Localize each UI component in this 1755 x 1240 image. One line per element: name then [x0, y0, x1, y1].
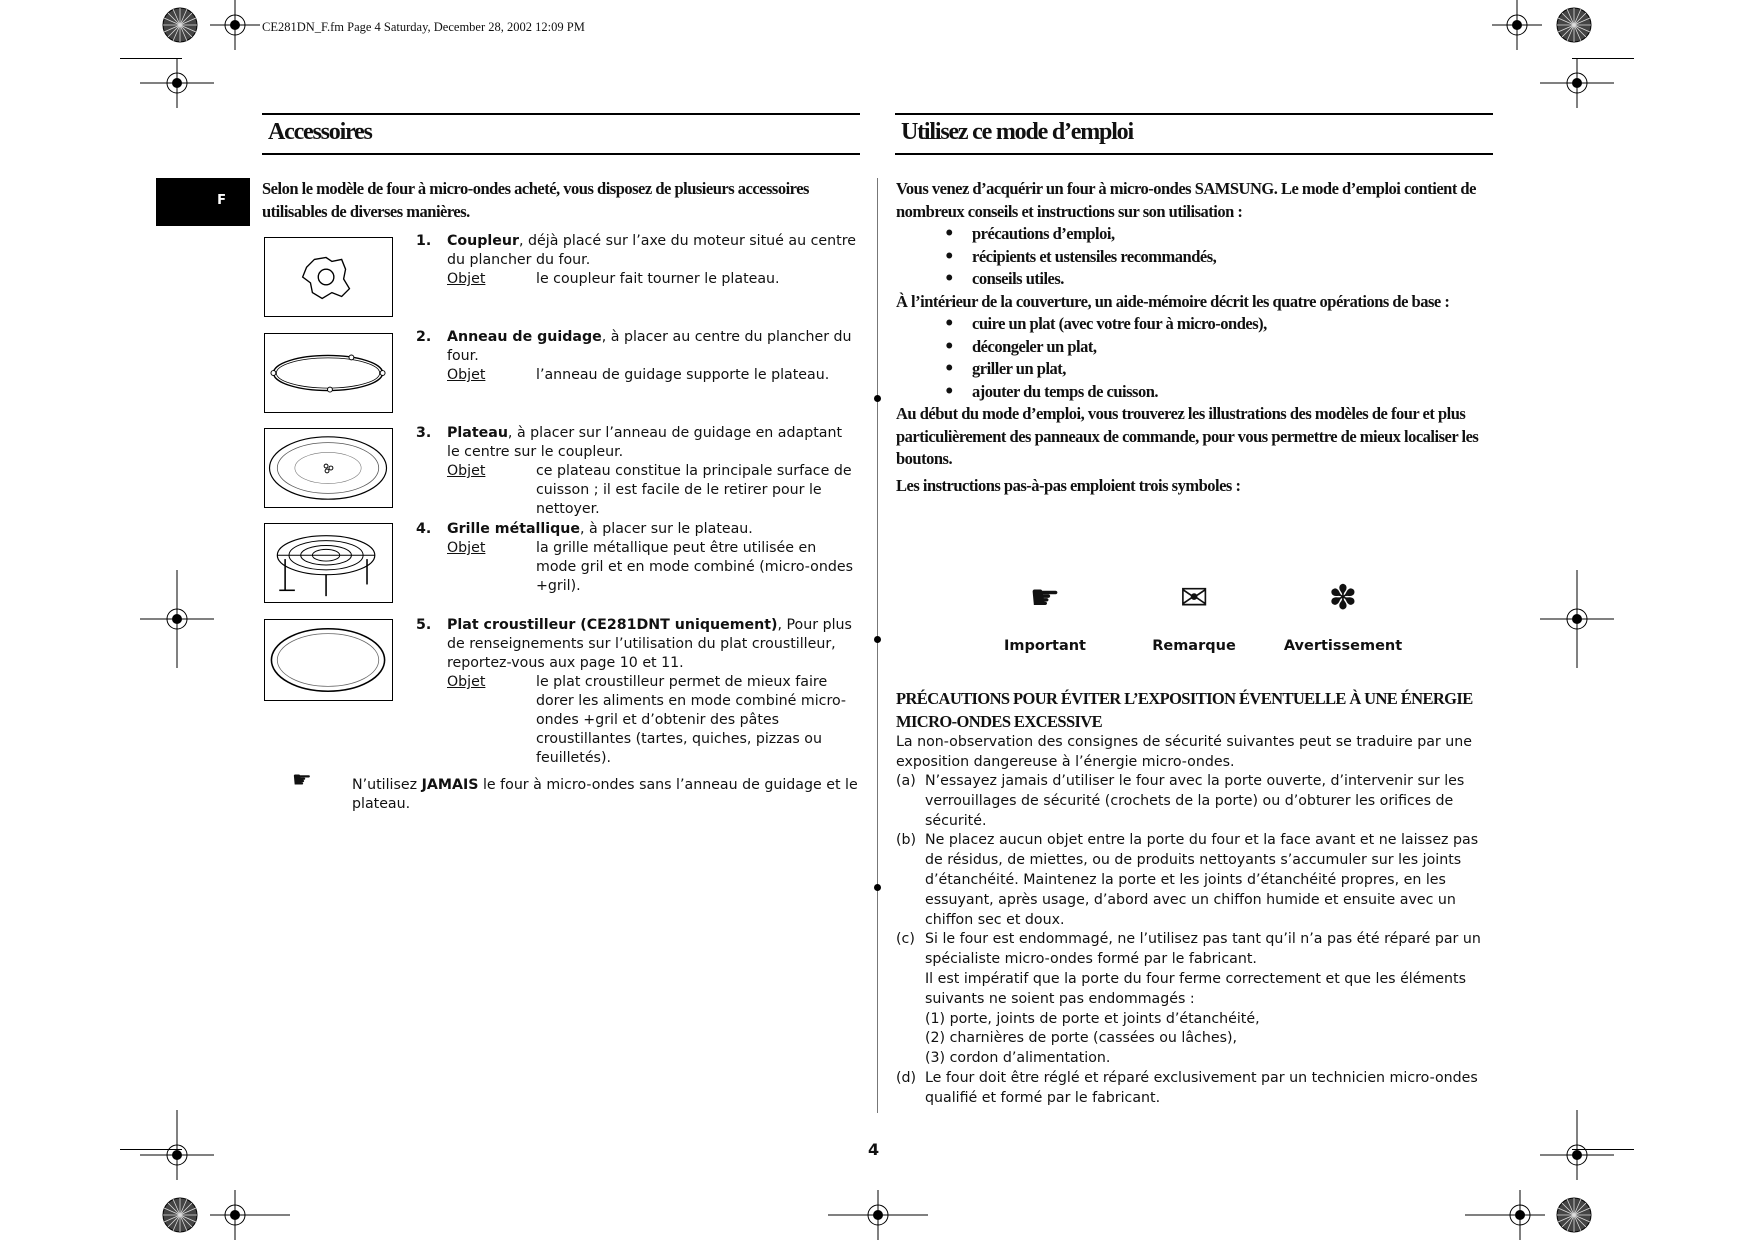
right-intro: Vous venez d’acquérir un four à micro-ondes SAMSUNG. Le mode d’emploi contient de nombreux conseils et instructions sur son utilisation : — [896, 179, 1476, 221]
precautions-block — [896, 687, 1496, 1109]
symbol-note — [1119, 578, 1269, 654]
crosshair-mark-icon — [1540, 570, 1614, 668]
crosshair-mark-icon — [210, 1190, 290, 1240]
language-tab — [156, 178, 250, 226]
file-info-header: CE281DN_F.fm Page 4 Saturday, December 28, 2002 12:09 PM — [262, 20, 585, 34]
crusty-plate-icon — [265, 620, 392, 700]
envelope-icon: ✉ — [1179, 578, 1209, 618]
object-label: Objet — [447, 674, 486, 690]
list-item: • récipients et ustensiles recommandés, — [972, 246, 1496, 269]
object-label: Objet — [447, 367, 486, 383]
sub-item: (3) cordon d’alimentation. — [925, 1050, 1111, 1067]
item-description: , déjà placé sur l’axe du moteur situé au centre du plancher du four. — [447, 233, 856, 268]
list-item: • conseils utiles. — [972, 268, 1496, 291]
precaution-label: (d) — [896, 1069, 917, 1086]
divider-dot — [874, 636, 881, 643]
left-intro: Selon le modèle de four à micro-ondes acheté, vous disposez de plusieurs accessoires utilisables de diverses manières. — [262, 179, 809, 221]
precaution-text: Ne placez aucun objet entre la porte du four et la face avant et ne laissez pas de résidus, de miettes, ou de produits nettoyants s’accumuler sur les joints d’étanchéité. Maintenez la porte et les joints d’étanchéité propres, en les essuyant, après usage, d’abord avec un chiffon humide et ensuite avec un chiffon sec et doux. — [925, 832, 1479, 928]
divider-dot — [874, 884, 881, 891]
turntable-image — [264, 428, 393, 508]
precaution-label: (c) — [896, 931, 915, 948]
item-number: 3. — [416, 425, 432, 441]
pointing-hand-icon: ☛ — [1029, 578, 1061, 618]
object-text: le coupleur fait tourner le plateau. — [536, 271, 780, 287]
manual-contents-list — [896, 223, 1496, 291]
object-text: le plat croustilleur permet de mieux faire dorer les aliments en mode combiné micro-ondes +gril et d’obtenir des pâtes croustillantes (tartes, quiches, pizzas ou feuilletés). — [536, 674, 847, 766]
accessory-item-5 — [416, 616, 856, 768]
sub-item: (1) porte, joints de porte et joints d’étanchéité, — [925, 1010, 1260, 1027]
precaution-text: Si le four est endommagé, ne l’utilisez pas tant qu’il n’a pas été réparé par un spécialiste micro-ondes formé par le fabricant. — [925, 931, 1481, 968]
crosshair-mark-icon — [140, 570, 214, 668]
pointing-hand-icon: ☛ — [292, 768, 312, 793]
crosshair-mark-icon — [1540, 1110, 1614, 1180]
precaution-text: Le four doit être réglé et réparé exclusivement par un technicien micro-ondes qualifié et formé par le fabricant. — [925, 1069, 1478, 1106]
crosshair-mark-icon — [140, 1110, 214, 1180]
right-para-4: Les instructions pas-à-pas emploient trois symboles : — [896, 475, 1241, 495]
registration-disc-icon — [1555, 6, 1593, 44]
accessory-item-3 — [416, 424, 856, 519]
symbol-warning — [1268, 578, 1418, 654]
metal-rack-icon — [265, 524, 392, 602]
item-description: , à placer sur l’anneau de guidage en adaptant le centre sur le coupleur. — [447, 425, 843, 460]
coupler-image — [264, 237, 393, 317]
item-number: 1. — [416, 233, 432, 249]
crosshair-mark-icon — [828, 1190, 928, 1240]
roller-ring-icon — [265, 334, 392, 412]
symbol-label: Avertissement — [1283, 638, 1403, 654]
important-note — [292, 768, 860, 813]
precaution-item-c — [896, 930, 1496, 1069]
title-rule-bottom — [262, 153, 860, 155]
crusty-plate-image — [264, 619, 393, 701]
item-name: Anneau de guidage — [447, 329, 602, 345]
crosshair-mark-icon — [140, 58, 214, 108]
precaution-item-d — [896, 1069, 1496, 1109]
item-name: Grille métallique — [447, 521, 581, 537]
item-number: 5. — [416, 617, 432, 633]
list-item: • ajouter du temps de cuisson. — [972, 381, 1496, 404]
note-text-post: le four à micro-ondes sans l’anneau de guidage et le plateau. — [352, 777, 858, 812]
accessory-item-1 — [416, 232, 856, 289]
list-item: • griller un plat, — [972, 358, 1496, 381]
right-section-title: Utilisez ce mode d’emploi — [901, 119, 1133, 145]
precaution-extra: Il est impératif que la porte du four ferme correctement et que les éléments suivants ne soient pas endommagés : — [925, 970, 1466, 1007]
item-number: 4. — [416, 521, 432, 537]
basic-operations-list — [896, 313, 1496, 403]
item-number: 2. — [416, 329, 432, 345]
precaution-text: N’essayez jamais d’utiliser le four avec la porte ouverte, d’intervenir sur les verrouillages de sécurité (crochets de la porte) ou d’obturer les orifices de sécurité. — [925, 773, 1465, 829]
usage-intro-block — [896, 178, 1496, 497]
precaution-label: (b) — [896, 832, 917, 849]
title-rule-bottom — [895, 153, 1493, 155]
crosshair-mark-icon — [1540, 58, 1614, 108]
registration-disc-icon — [161, 6, 199, 44]
page-number: 4 — [868, 1140, 880, 1159]
list-item: • précautions d’emploi, — [972, 223, 1496, 246]
precautions-intro: La non-observation des consignes de sécurité suivantes peut se traduire par une exposition dangereuse à l’énergie micro-ondes. — [896, 734, 1472, 770]
object-text: la grille métallique peut être utilisée en mode gril et en mode combiné (micro-ondes +gril). — [536, 540, 853, 594]
item-description: , à placer au centre du plancher du four. — [447, 329, 852, 364]
accessory-item-4 — [416, 520, 856, 596]
note-text — [352, 776, 860, 813]
item-description: , à placer sur le plateau. — [580, 521, 753, 537]
symbol-label: Important — [1004, 638, 1086, 654]
coupler-icon — [265, 238, 392, 316]
object-label: Objet — [447, 463, 486, 479]
crosshair-mark-icon — [210, 0, 260, 50]
precaution-item-a — [896, 772, 1496, 831]
list-item: • décongeler un plat, — [972, 336, 1496, 359]
note-text-pre: N’utilisez — [352, 777, 422, 793]
accessory-item-2 — [416, 328, 856, 385]
sub-item: (2) charnières de porte (cassées ou lâches), — [925, 1030, 1237, 1047]
title-rule-top — [895, 113, 1493, 115]
turntable-icon — [265, 429, 392, 507]
right-para-2: À l’intérieur de la couverture, un aide-mémoire décrit les quatre opérations de base : — [896, 291, 1450, 311]
object-text: l’anneau de guidage supporte le plateau. — [536, 367, 830, 383]
language-tab-label: F — [217, 193, 226, 208]
object-label: Objet — [447, 271, 486, 287]
item-name: Plateau — [447, 425, 508, 441]
symbol-important — [970, 578, 1120, 654]
symbol-label: Remarque — [1152, 638, 1236, 654]
precaution-label: (a) — [896, 773, 916, 789]
item-name: Coupleur — [447, 233, 519, 249]
metal-rack-image — [264, 523, 393, 603]
asterisk-flower-icon: ✽ — [1328, 578, 1358, 618]
right-para-3: Au début du mode d’emploi, vous trouverez les illustrations des modèles de four et plus particulièrement des panneaux de commande, pour vous permettre de mieux localiser les boutons. — [896, 404, 1479, 468]
crosshair-mark-icon — [1492, 0, 1542, 50]
object-text: ce plateau constitue la principale surface de cuisson ; il est facile de le retirer pour le nettoyer. — [536, 463, 852, 517]
roller-ring-image — [264, 333, 393, 413]
object-label: Objet — [447, 540, 486, 556]
note-emphasis: JAMAIS — [421, 777, 479, 793]
column-divider — [877, 178, 878, 1113]
list-item: • cuire un plat (avec votre four à micro-ondes), — [972, 313, 1496, 336]
registration-disc-icon — [1555, 1196, 1593, 1234]
precautions-title: PRÉCAUTIONS POUR ÉVITER L’EXPOSITION ÉVENTUELLE À UNE ÉNERGIE MICRO-ONDES EXCESSIVE — [896, 689, 1473, 731]
item-description: , Pour plus de renseignements sur l’utilisation du plat croustilleur, reportez-vous aux page 10 et 11. — [447, 617, 852, 671]
crosshair-mark-icon — [1465, 1190, 1545, 1240]
title-rule-top — [262, 113, 860, 115]
registration-disc-icon — [161, 1196, 199, 1234]
divider-dot — [874, 395, 881, 402]
left-section-title: Accessoires — [268, 119, 372, 145]
precaution-item-b — [896, 831, 1496, 930]
item-name: Plat croustilleur (CE281DNT uniquement) — [447, 617, 778, 633]
